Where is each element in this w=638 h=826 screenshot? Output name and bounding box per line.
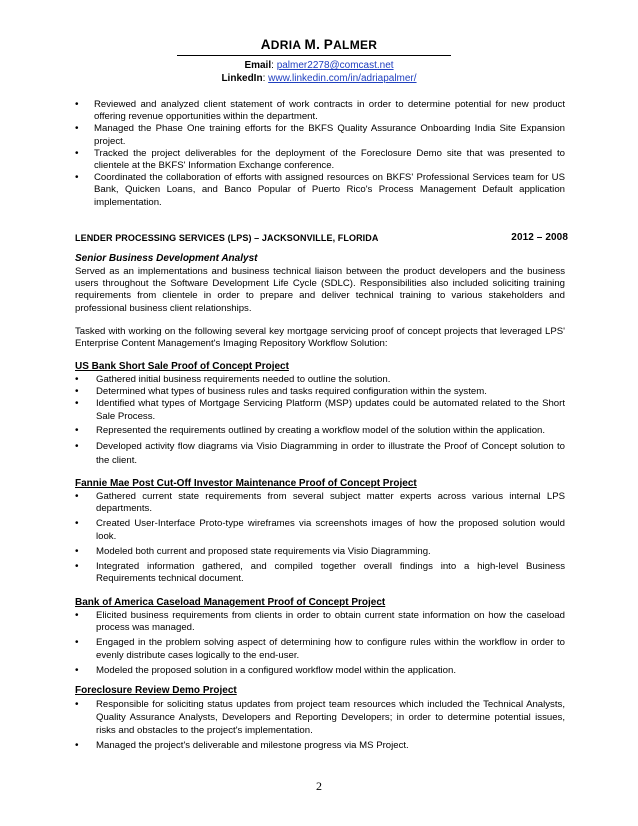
list-item: • Managed the Phase One training efforts for the BKFS Quality Assurance Onboarding India Site Expansion project. — [75, 123, 565, 147]
role-summary: Served as an implementations and business technical liaison between the product developers and the business users throughout the Software Development Life Cycle (SDLC). Responsibilities also included soliciting training requirements from clientele in order to prepare and deliver technical training to various stakeholders and professional business client relationships. — [75, 266, 565, 314]
project-bullet-list — [75, 374, 565, 468]
tasked-paragraph: Tasked with working on the following several key mortgage servicing proof of concept projects that leveraged LPS' Enterprise Content Management's Imaging Repository Workflow Solution: — [75, 326, 565, 350]
list-item: • Integrated information gathered, and compiled together overall findings into a high-level Business Requirements technical document. — [75, 561, 565, 585]
list-item: • Represented the requirements outlined by creating a workflow model of the solution within the application. — [75, 424, 546, 436]
linkedin-link[interactable]: www.linkedin.com/in/adriapalmer/ — [268, 73, 417, 84]
list-item: • Modeled the proposed solution in a configured workflow model within the application. — [75, 664, 456, 676]
list-item: • Elicited business requirements from clients in order to obtain current state information on how the caseload process was managed. — [75, 610, 565, 634]
list-item: • Coordinated the collaboration of efforts with assigned resources on BKFS' Professional Services team for US Bank, Quicken Loans, and Banco Popular of Puerto Rico's Process Management Default application implementation. — [75, 172, 565, 208]
list-item: • Identified what types of Mortgage Servicing Platform (MSP) updates could be automated related to the Short Sale Process. — [75, 398, 565, 422]
list-item: • Engaged in the problem solving aspect of determining how to configure rules within the workflow in order to evenly distribute cases logically to the end-user. — [75, 637, 565, 661]
project-title: US Bank Short Sale Proof of Concept Project — [75, 361, 289, 372]
email-line: Email: palmer2278@comcast.net — [244, 60, 394, 71]
list-item: • Responsible for soliciting status updates from project team resources which included the Technical Analysts, Quality Assurance Analysts, Developers and Reporting Developers; in order to determine potential issues, risks and obstacles to the project's implementation. — [75, 699, 565, 736]
email-link[interactable]: palmer2278@comcast.net — [276, 60, 394, 71]
company-heading: LENDER PROCESSING SERVICES (LPS) – JACKSONVILLE, FLORIDA 2012 – 2008 — [75, 232, 568, 243]
employment-dates: 2012 – 2008 — [511, 232, 568, 243]
page-number: 2 — [316, 779, 322, 793]
candidate-name: ADRIA M. PALMER — [260, 37, 378, 52]
linkedin-line: LinkedIn: www.linkedin.com/in/adriapalmer/ — [221, 73, 417, 84]
list-item: • Tracked the project deliverables for the deployment of the Foreclosure Demo site that was presented to clientele at the BKFS' Information Exchange conference. — [75, 147, 565, 172]
list-item: • Reviewed and analyzed client statement of work contracts in order to determine potential for new product offering revenue opportunities within the department. — [75, 99, 565, 123]
project-title: Foreclosure Review Demo Project — [75, 685, 237, 696]
list-item: • Determined what types of business rules and tasks required configuration within the system. — [75, 386, 487, 398]
project-bullet-list — [75, 610, 565, 677]
list-item: • Managed the project's deliverable and milestone progress via MS Project. — [75, 740, 409, 751]
list-item: • Created User-Interface Proto-type wireframes via screenshots images of how the proposed solution would look. — [75, 518, 565, 542]
list-item: • Gathered current state requirements from several subject matter experts across various internal LPS departments. — [75, 491, 565, 515]
project-title: Bank of America Caseload Management Proof of Concept Project — [75, 597, 386, 608]
job-title: Senior Business Development Analyst — [75, 253, 258, 264]
intro-bullet-list — [75, 99, 565, 209]
project-title: Fannie Mae Post Cut-Off Investor Maintenance Proof of Concept Project — [75, 478, 417, 489]
list-item: • Gathered initial business requirements needed to outline the solution. — [75, 374, 391, 385]
list-item: • Modeled both current and proposed state requirements via Visio Diagramming. — [75, 545, 431, 557]
project-bullet-list — [75, 491, 565, 585]
name-divider — [177, 55, 451, 56]
project-bullet-list — [75, 698, 565, 752]
list-item: • Developed activity flow diagrams via Visio Diagramming in order to illustrate the Proof of Concept solution to the client. — [75, 441, 565, 467]
